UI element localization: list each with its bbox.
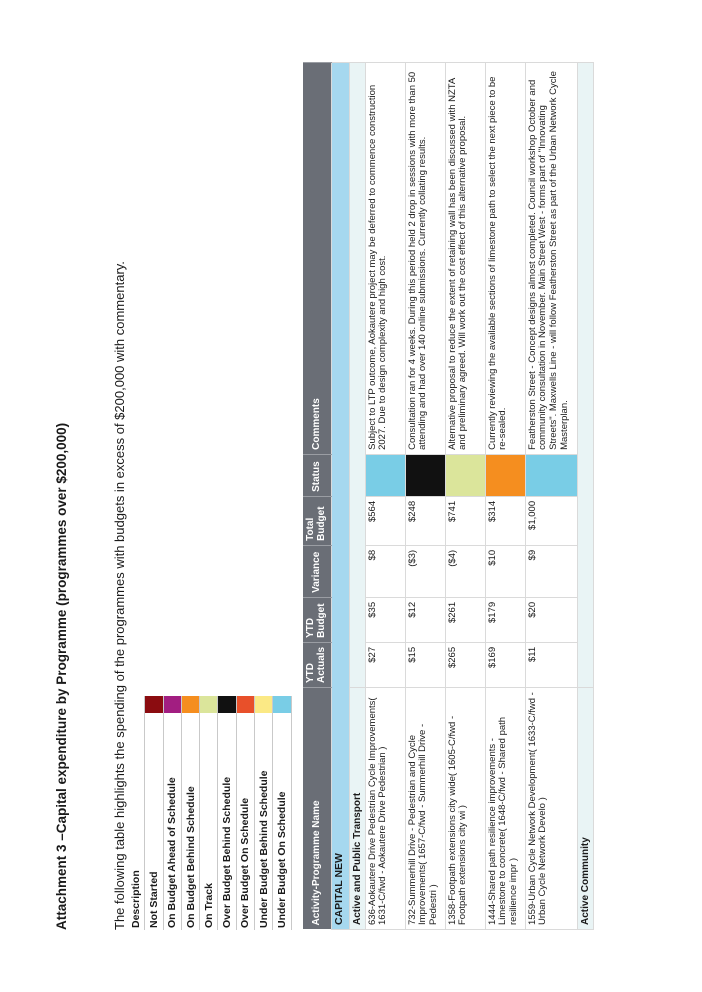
legend-header: Description [127, 696, 145, 930]
status-indicator [445, 454, 485, 496]
row-ytd-budget: $261 [445, 597, 485, 642]
legend-swatch [218, 696, 236, 713]
legend-row [181, 696, 199, 930]
legend-swatch [236, 696, 254, 713]
legend-swatch [163, 696, 181, 713]
row-total-budget: $248 [405, 496, 445, 545]
legend-row [163, 696, 181, 930]
row-ytd-budget: $35 [365, 597, 405, 642]
row-name: 1358-Footpath extensions city wide( 1605-C/fwd - Footpath extensions city wi ) [445, 688, 485, 930]
legend-label: Over Budget On Schedule [236, 713, 254, 930]
legend-label: Under Budget Behind Schedule [255, 713, 273, 930]
legend-label: On Budget Ahead of Schedule [163, 713, 181, 930]
row-comment: Featherston Street - Concept designs almost completed. Council workshop October and community consultation in November. Main Street West - forms part of "Innovating Streets". Maxwells Line - will follow Featherston Street as part of the Urban Network Cycle Masterplan. [525, 63, 577, 455]
legend-label: Over Budget Behind Schedule [218, 713, 236, 930]
table-row [525, 63, 577, 930]
row-name: 732-Summerhill Drive - Pedestrian and Cycle Improvements( 1657-C/fwd - Summerhill Drive - Pedestri ) [405, 688, 445, 930]
row-name: 1559-Urban Cycle Network Development( 1633-C/fwd - Urban Cycle Network Develo ) [525, 688, 577, 930]
legend-swatch [200, 696, 218, 713]
legend-label: Under Budget On Schedule [273, 713, 291, 930]
row-total-budget: $1,000 [525, 496, 577, 545]
header-ytd-budget: YTD Budget [303, 597, 331, 642]
table-row [485, 63, 525, 930]
row-ytd-actuals: $15 [405, 642, 445, 687]
row-ytd-actuals: $11 [525, 642, 577, 687]
row-variance: $9 [525, 545, 577, 597]
status-indicator [365, 454, 405, 496]
legend-row [200, 696, 218, 930]
legend-swatch [255, 696, 273, 713]
header-variance: Variance [303, 545, 331, 597]
status-indicator [525, 454, 577, 496]
legend-row [145, 696, 163, 930]
table-row [365, 63, 405, 930]
status-indicator [405, 454, 445, 496]
page-title: Attachment 3 –Capital expenditure by Programme (programmes over $200,000) [54, 422, 69, 930]
legend-row [273, 696, 291, 930]
table-row [445, 63, 485, 930]
legend-swatch [181, 696, 199, 713]
row-ytd-budget: $179 [485, 597, 525, 642]
row-comment: Alternative proposal to reduce the extent of retaining wall has been discussed with NZTA and preliminary agreed. Will work out the cost effect of this alternative proposal. [445, 63, 485, 455]
legend-label: On Track [200, 713, 218, 930]
row-name: 1444-Shared path resilience improvements - Limestone to concrete( 1648-C/fwd - Shared path resilience impr ) [485, 688, 525, 930]
legend-label: On Budget Behind Schedule [181, 713, 199, 930]
group-active-public-transport: Active and Public Transport [349, 688, 365, 930]
group-active-community: Active Community [577, 688, 593, 930]
legend-label: Not Started [145, 713, 163, 930]
header-comments: Comments [303, 63, 331, 455]
row-ytd-budget: $20 [525, 597, 577, 642]
row-variance: $10 [485, 545, 525, 597]
legend-row [236, 696, 254, 930]
status-legend [127, 696, 292, 930]
row-ytd-actuals: $169 [485, 642, 525, 687]
legend-row [218, 696, 236, 930]
row-comment: Currently reviewing the available sections of limestone path to select the next piece to be re-sealed. [485, 63, 525, 455]
row-name: 636-Aokautere Drive Pedestrian Cycle Improvements( 1631-C/fwd - Aokautere Drive Pedestrian ) [365, 688, 405, 930]
row-ytd-budget: $12 [405, 597, 445, 642]
row-variance: ($4) [445, 545, 485, 597]
row-variance: $8 [365, 545, 405, 597]
header-ytd-actuals: YTD Actuals [303, 642, 331, 687]
intro-text: The following table highlights the spending of the programmes with budgets in excess of $200,000 with commentary. [112, 261, 127, 930]
row-ytd-actuals: $265 [445, 642, 485, 687]
header-total-budget: Total Budget [303, 496, 331, 545]
capex-table [303, 62, 594, 930]
header-status: Status [303, 454, 331, 496]
row-total-budget: $741 [445, 496, 485, 545]
table-row [405, 63, 445, 930]
row-ytd-actuals: $27 [365, 642, 405, 687]
row-variance: ($3) [405, 545, 445, 597]
row-comment: Consultation ran for 4 weeks. During this period held 2 drop in sessions with more than 50 attending and had over 140 online submissions. Currently collating results. [405, 63, 445, 455]
row-total-budget: $314 [485, 496, 525, 545]
status-indicator [485, 454, 525, 496]
row-comment: Subject to LTP outcome, Aokautere project may be deferred to commence construction 2027. Due to design complexity and high cost. [365, 63, 405, 455]
header-name: Activity-Programme Name [303, 688, 331, 930]
section-capital-new: CAPITAL NEW [331, 63, 349, 930]
legend-swatch [273, 696, 291, 713]
legend-row [255, 696, 273, 930]
legend-swatch [145, 696, 163, 713]
row-total-budget: $564 [365, 496, 405, 545]
